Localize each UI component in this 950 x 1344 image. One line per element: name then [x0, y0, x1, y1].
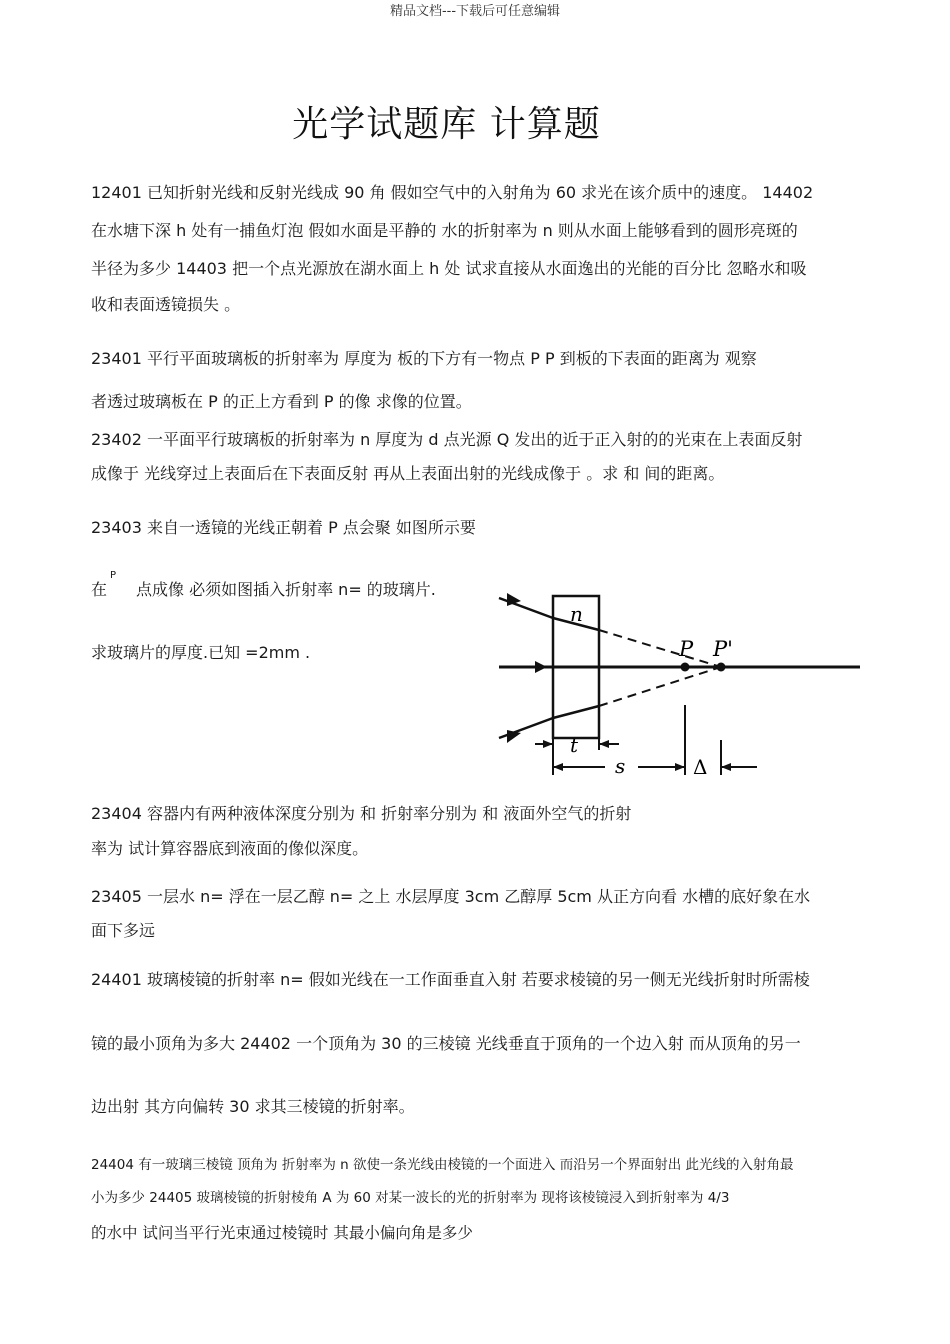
- text-line-18: 边出射 其方向偏转 30 求其三棱镜的折射率。: [91, 1097, 415, 1116]
- text-line-8: 成像于 光线穿过上表面后在下表面反射 再从上表面出射的光线成像于 。求 和 间的距离。: [91, 464, 725, 483]
- upper-ray-dashed: [599, 630, 721, 667]
- text-line-16: 24401 玻璃棱镜的折射率 n= 假如光线在一工作面垂直入射 若要求棱镜的另一侧无光线折射时所需棱: [91, 970, 810, 989]
- text-line-3: 半径为多少 14403 把一个点光源放在湖水面上 h 处 试求直接从水面逸出的光能的百分比 忽略水和吸: [91, 259, 807, 278]
- glass-plate-figure: [495, 590, 865, 785]
- label-s: s: [615, 754, 626, 778]
- text-line-21: 的水中 试问当平行光束通过棱镜时 其最小偏向角是多少: [91, 1224, 473, 1242]
- text-line-17: 镜的最小顶角为多大 24402 一个顶角为 30 的三棱镜 光线垂直于顶角的一个边入射 而从顶角的另一: [91, 1034, 801, 1053]
- text-line-2: 在水塘下深 h 处有一捕鱼灯泡 假如水面是平静的 水的折射率为 n 则从水面上能够看到的圆形亮斑的: [91, 221, 798, 240]
- label-delta: Δ: [693, 755, 708, 779]
- text-line-20: 小为多少 24405 玻璃棱镜的折射棱角 A 为 60 对某一波长的光的折射率为 现将该棱镜浸入到折射率为 4/3: [91, 1190, 730, 1206]
- axis-arrow: [535, 661, 547, 673]
- point-p-prime: [717, 663, 726, 672]
- s-arrow-right: [675, 763, 685, 771]
- text-line-12: 23404 容器内有两种液体深度分别为 和 折射率分别为 和 液面外空气的折射: [91, 804, 632, 823]
- superscript-p: P: [110, 570, 117, 581]
- lower-ray-inside: [553, 706, 599, 718]
- s-arrow-left: [553, 763, 563, 771]
- page-header: 精品文档---下载后可任意编辑: [389, 4, 561, 19]
- text-line-13: 率为 试计算容器底到液面的像似深度。: [91, 839, 369, 858]
- t-arrow-right: [599, 740, 609, 748]
- delta-arrow: [721, 763, 731, 771]
- text-line-14: 23405 一层水 n= 浮在一层乙醇 n= 之上 水层厚度 3cm 乙醇厚 5cm 从正方向看 水槽的底好象在水: [91, 887, 811, 906]
- t-arrow-left: [543, 740, 553, 748]
- text-line-9: 23403 来自一透镜的光线正朝着 P 点会聚 如图所示要: [91, 518, 476, 537]
- text-line-10a: 在: [91, 580, 108, 599]
- label-t: t: [570, 733, 579, 757]
- label-n: n: [570, 602, 583, 626]
- text-line-19: 24404 有一玻璃三棱镜 顶角为 折射率为 n 欲使一条光线由棱镜的一个面进入 而沿另一个界面射出 此光线的入射角最: [91, 1157, 794, 1173]
- label-p: P: [679, 637, 694, 661]
- point-p: [681, 663, 690, 672]
- text-line-15: 面下多远: [91, 921, 156, 940]
- label-p-prime: P': [713, 637, 733, 661]
- text-line-11: 求玻璃片的厚度.已知 =2mm .: [91, 643, 311, 662]
- text-line-7: 23402 一平面平行玻璃板的折射率为 n 厚度为 d 点光源 Q 发出的近于正入射的的光束在上表面反射: [91, 430, 803, 449]
- text-line-4: 收和表面透镜损失 。: [91, 295, 241, 314]
- text-line-5: 23401 平行平面玻璃板的折射率为 厚度为 板的下方有一物点 P P 到板的下表面的距离为 观察: [91, 349, 757, 368]
- text-line-1: 12401 已知折射光线和反射光线成 90 角 假如空气中的入射角为 60 求光在该介质中的速度。 14402: [91, 183, 814, 202]
- text-line-10b: 点成像 必须如图插入折射率 n= 的玻璃片.: [136, 580, 436, 599]
- page-title: 光学试题库 计算题: [292, 104, 601, 145]
- text-line-6: 者透过玻璃板在 P 的正上方看到 P 的像 求像的位置。: [91, 392, 472, 411]
- lower-ray-dashed: [599, 667, 721, 706]
